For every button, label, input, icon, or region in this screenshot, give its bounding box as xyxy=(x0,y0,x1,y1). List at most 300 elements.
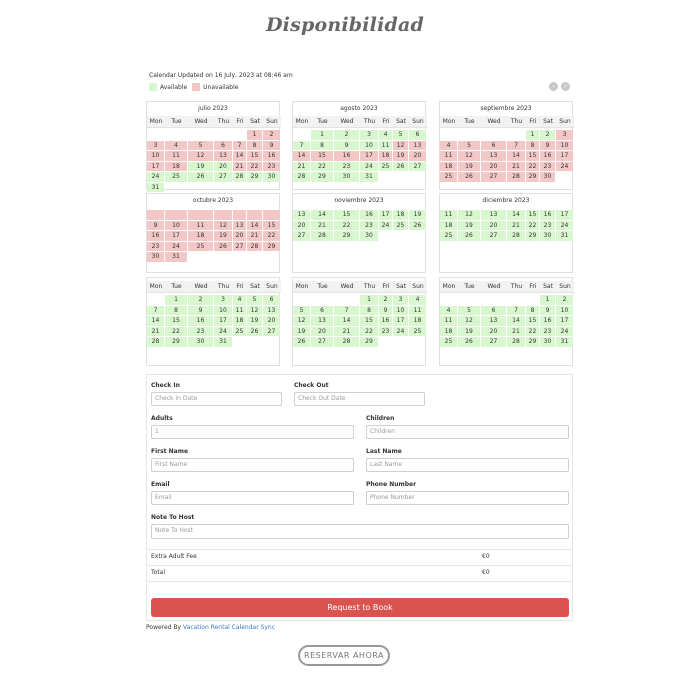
day-unavailable[interactable]: 23 xyxy=(147,242,164,252)
check-in-input[interactable]: Check In Date xyxy=(151,392,282,406)
day-available[interactable]: 13 xyxy=(293,210,310,220)
day-available[interactable]: 13 xyxy=(481,210,506,220)
day-available[interactable]: 28 xyxy=(293,172,310,182)
week-row xyxy=(147,162,279,173)
day-available[interactable]: 18 xyxy=(440,327,457,337)
day-available[interactable]: 26 xyxy=(409,221,426,231)
day-available[interactable]: 29 xyxy=(526,337,539,347)
day-available[interactable]: 23 xyxy=(334,162,359,172)
day-available[interactable]: 3 xyxy=(393,295,408,305)
day-unavailable[interactable]: 12 xyxy=(188,151,213,161)
day-available[interactable]: 26 xyxy=(293,337,310,347)
day-unavailable[interactable]: 17 xyxy=(360,151,378,161)
day-available[interactable]: 29 xyxy=(334,231,359,241)
day-available[interactable]: 13 xyxy=(311,316,333,326)
day-available[interactable]: 23 xyxy=(540,327,555,337)
day-available[interactable]: 2 xyxy=(379,295,392,305)
day-available[interactable]: 14 xyxy=(507,316,525,326)
calendar-updated-text: Calendar Updated on 16 July, 2023 at 08:46 am xyxy=(149,72,293,79)
day-available[interactable]: 15 xyxy=(334,210,359,220)
day-unavailable[interactable] xyxy=(263,210,280,220)
day-available[interactable]: 6 xyxy=(311,306,333,316)
day-available[interactable]: 12 xyxy=(247,306,262,316)
day-available[interactable]: 29 xyxy=(526,231,539,241)
day-available[interactable]: 31 xyxy=(147,183,164,193)
day-unavailable[interactable]: 19 xyxy=(458,162,480,172)
day-available[interactable]: 30 xyxy=(540,231,555,241)
day-unavailable[interactable]: 11 xyxy=(188,221,213,231)
day-unavailable[interactable]: 7 xyxy=(507,141,525,151)
day-available[interactable]: 19 xyxy=(458,221,480,231)
day-unavailable[interactable]: 12 xyxy=(214,221,232,231)
day-unavailable[interactable] xyxy=(214,210,232,220)
week-row xyxy=(293,337,425,348)
day-available[interactable]: 17 xyxy=(556,210,573,220)
day-available[interactable]: 9 xyxy=(188,306,213,316)
day-unavailable[interactable]: 17 xyxy=(556,151,573,161)
day-available[interactable]: 27 xyxy=(481,337,506,347)
day-available[interactable]: 29 xyxy=(165,337,187,347)
week-row xyxy=(440,151,572,162)
day-available[interactable]: 8 xyxy=(311,141,333,151)
extra-adult-fee-label: Extra Adult Fee xyxy=(151,553,197,560)
day-unavailable[interactable]: 11 xyxy=(440,151,457,161)
day-available[interactable]: 17 xyxy=(214,316,232,326)
day-available[interactable]: 27 xyxy=(263,327,280,337)
day-unavailable[interactable]: 9 xyxy=(540,141,555,151)
day-available[interactable]: 12 xyxy=(458,210,480,220)
day-unavailable[interactable]: 10 xyxy=(165,221,187,231)
day-available[interactable]: 12 xyxy=(458,316,480,326)
day-unavailable[interactable]: 13 xyxy=(233,221,246,231)
day-available[interactable]: 10 xyxy=(214,306,232,316)
day-available[interactable]: 25 xyxy=(379,162,392,172)
day-unavailable[interactable]: 18 xyxy=(165,162,187,172)
day-unavailable[interactable]: 18 xyxy=(188,231,213,241)
day-available[interactable]: 24 xyxy=(147,172,164,182)
day-available[interactable]: 9 xyxy=(540,306,555,316)
day-available[interactable]: 2 xyxy=(188,295,213,305)
day-empty xyxy=(507,130,525,140)
day-available[interactable]: 24 xyxy=(556,327,573,337)
day-unavailable[interactable]: 5 xyxy=(458,141,480,151)
day-available[interactable]: 16 xyxy=(360,210,378,220)
day-available[interactable]: 15 xyxy=(165,316,187,326)
day-unavailable[interactable]: 16 xyxy=(147,231,164,241)
day-unavailable[interactable]: 20 xyxy=(233,231,246,241)
day-unavailable[interactable]: 28 xyxy=(507,172,525,182)
day-available[interactable]: 14 xyxy=(311,210,333,220)
month-calendar xyxy=(146,101,280,190)
day-unavailable[interactable]: 14 xyxy=(233,151,246,161)
week-row xyxy=(147,221,279,232)
day-unavailable[interactable]: 11 xyxy=(165,151,187,161)
day-available[interactable]: 26 xyxy=(247,327,262,337)
powered-by-link[interactable]: Vacation Rental Calendar Sync xyxy=(183,624,276,631)
day-unavailable[interactable]: 9 xyxy=(263,141,280,151)
day-unavailable[interactable]: 14 xyxy=(507,151,525,161)
day-available[interactable]: 1 xyxy=(311,130,333,140)
day-available[interactable]: 8 xyxy=(360,306,378,316)
day-available[interactable]: 21 xyxy=(334,327,359,337)
day-unavailable[interactable]: 9 xyxy=(147,221,164,231)
first-name-input[interactable]: First Name xyxy=(151,458,354,472)
weekday-header xyxy=(440,116,572,128)
day-available[interactable]: 17 xyxy=(393,316,408,326)
day-available[interactable]: 24 xyxy=(360,162,378,172)
day-available[interactable]: 23 xyxy=(379,327,392,337)
day-available[interactable]: 17 xyxy=(379,210,392,220)
day-available[interactable]: 25 xyxy=(440,337,457,347)
day-available[interactable]: 22 xyxy=(526,221,539,231)
day-unavailable[interactable]: 1 xyxy=(247,130,262,140)
day-available[interactable]: 25 xyxy=(409,327,426,337)
day-available[interactable]: 22 xyxy=(311,162,333,172)
day-unavailable[interactable]: 17 xyxy=(165,231,187,241)
day-available[interactable]: 6 xyxy=(409,130,426,140)
day-unavailable[interactable]: 13 xyxy=(409,141,426,151)
day-unavailable[interactable]: 20 xyxy=(409,151,426,161)
day-available[interactable]: 2 xyxy=(556,295,573,305)
reservar-ahora-button[interactable]: RESERVAR AHORA xyxy=(298,645,390,666)
day-available[interactable]: 29 xyxy=(247,172,262,182)
day-unavailable[interactable]: 22 xyxy=(526,162,539,172)
day-unavailable[interactable] xyxy=(233,210,246,220)
day-available[interactable]: 4 xyxy=(409,295,426,305)
day-available[interactable]: 28 xyxy=(507,231,525,241)
last-name-input[interactable]: Last Name xyxy=(366,458,569,472)
day-available[interactable]: 2 xyxy=(334,130,359,140)
day-available[interactable]: 21 xyxy=(147,327,164,337)
day-unavailable[interactable]: 16 xyxy=(540,151,555,161)
day-available[interactable]: 27 xyxy=(214,172,232,182)
day-available[interactable]: 19 xyxy=(293,327,310,337)
weekday-label: Wed xyxy=(188,281,214,293)
day-available[interactable]: 1 xyxy=(165,295,187,305)
day-available[interactable]: 13 xyxy=(263,306,280,316)
day-available[interactable]: 5 xyxy=(458,306,480,316)
day-available[interactable]: 2 xyxy=(540,130,555,140)
day-available[interactable]: 9 xyxy=(379,306,392,316)
day-available[interactable]: 11 xyxy=(440,210,457,220)
day-available[interactable]: 11 xyxy=(409,306,426,316)
adults-input[interactable]: 1 xyxy=(151,425,354,439)
day-unavailable[interactable]: 18 xyxy=(379,151,392,161)
day-available[interactable]: 28 xyxy=(147,337,164,347)
day-available[interactable]: 19 xyxy=(188,162,213,172)
day-available[interactable]: 27 xyxy=(311,337,333,347)
day-unavailable[interactable]: 27 xyxy=(233,242,246,252)
day-unavailable[interactable]: 26 xyxy=(458,172,480,182)
day-available[interactable]: 23 xyxy=(540,221,555,231)
day-unavailable[interactable]: 28 xyxy=(247,242,262,252)
day-available[interactable]: 30 xyxy=(360,231,378,241)
day-unavailable[interactable]: 20 xyxy=(481,162,506,172)
day-unavailable[interactable]: 30 xyxy=(540,172,555,182)
day-available[interactable]: 19 xyxy=(409,210,426,220)
day-available[interactable]: 26 xyxy=(393,162,408,172)
day-available[interactable]: 7 xyxy=(507,306,525,316)
day-empty xyxy=(334,295,359,305)
day-unavailable[interactable]: 12 xyxy=(458,151,480,161)
day-available[interactable]: 1 xyxy=(360,295,378,305)
day-available[interactable]: 18 xyxy=(409,316,426,326)
day-available[interactable]: 5 xyxy=(393,130,408,140)
week-row xyxy=(147,252,279,263)
day-available[interactable]: 10 xyxy=(360,141,378,151)
day-empty xyxy=(188,252,213,262)
day-available[interactable]: 24 xyxy=(214,327,232,337)
day-available[interactable]: 22 xyxy=(165,327,187,337)
day-unavailable[interactable]: 3 xyxy=(556,130,573,140)
day-available[interactable]: 27 xyxy=(293,231,310,241)
day-unavailable[interactable]: 25 xyxy=(188,242,213,252)
day-unavailable[interactable]: 21 xyxy=(233,162,246,172)
day-available[interactable]: 31 xyxy=(556,231,573,241)
day-unavailable[interactable]: 8 xyxy=(247,141,262,151)
day-available[interactable]: 14 xyxy=(507,210,525,220)
day-available[interactable]: 29 xyxy=(311,172,333,182)
day-unavailable[interactable]: 22 xyxy=(247,162,262,172)
day-available[interactable]: 28 xyxy=(334,337,359,347)
day-unavailable[interactable]: 29 xyxy=(263,242,280,252)
day-available[interactable]: 21 xyxy=(507,221,525,231)
day-available[interactable]: 14 xyxy=(147,316,164,326)
day-available[interactable]: 16 xyxy=(540,210,555,220)
day-available[interactable]: 15 xyxy=(360,316,378,326)
email-input[interactable]: Email xyxy=(151,491,354,505)
day-unavailable[interactable] xyxy=(147,210,164,220)
day-available[interactable]: 20 xyxy=(263,316,280,326)
day-available[interactable]: 27 xyxy=(409,162,426,172)
day-unavailable[interactable]: 23 xyxy=(540,162,555,172)
day-available[interactable]: 8 xyxy=(165,306,187,316)
day-available[interactable]: 30 xyxy=(188,337,213,347)
day-available[interactable]: 26 xyxy=(458,231,480,241)
day-unavailable[interactable]: 15 xyxy=(526,151,539,161)
day-available[interactable]: 16 xyxy=(188,316,213,326)
note-textarea[interactable]: Note To Host xyxy=(151,524,569,539)
day-available[interactable]: 6 xyxy=(481,306,506,316)
day-empty xyxy=(233,183,246,193)
day-unavailable[interactable]: 6 xyxy=(481,141,506,151)
weekday-label: Sun xyxy=(263,281,281,293)
day-available[interactable]: 26 xyxy=(458,337,480,347)
last-name-label: Last Name xyxy=(366,448,402,455)
day-unavailable[interactable]: 24 xyxy=(165,242,187,252)
day-available[interactable]: 24 xyxy=(556,221,573,231)
weekday-label: Fri xyxy=(379,281,393,293)
day-available[interactable]: 5 xyxy=(293,306,310,316)
day-unavailable[interactable]: 4 xyxy=(165,141,187,151)
day-available[interactable]: 22 xyxy=(360,327,378,337)
day-available[interactable]: 4 xyxy=(440,306,457,316)
day-unavailable[interactable]: 10 xyxy=(147,151,164,161)
day-available[interactable]: 29 xyxy=(360,337,378,347)
week-row xyxy=(147,337,279,348)
day-unavailable[interactable]: 30 xyxy=(147,252,164,262)
day-unavailable[interactable]: 26 xyxy=(214,242,232,252)
day-unavailable[interactable]: 22 xyxy=(263,231,280,241)
day-available[interactable]: 8 xyxy=(526,306,539,316)
day-available[interactable]: 4 xyxy=(379,130,392,140)
day-available[interactable]: 19 xyxy=(247,316,262,326)
day-unavailable[interactable]: 29 xyxy=(526,172,539,182)
day-unavailable[interactable]: 7 xyxy=(233,141,246,151)
day-unavailable[interactable]: 13 xyxy=(214,151,232,161)
day-available[interactable]: 20 xyxy=(311,327,333,337)
day-available[interactable]: 20 xyxy=(214,162,232,172)
day-available[interactable]: 24 xyxy=(393,327,408,337)
day-unavailable[interactable]: 13 xyxy=(481,151,506,161)
day-unavailable[interactable] xyxy=(188,210,213,220)
day-available[interactable]: 17 xyxy=(556,316,573,326)
day-unavailable[interactable]: 6 xyxy=(214,141,232,151)
day-available[interactable]: 28 xyxy=(507,337,525,347)
day-available[interactable]: 15 xyxy=(526,316,539,326)
day-unavailable[interactable]: 12 xyxy=(393,141,408,151)
phone-input[interactable]: Phone Number xyxy=(366,491,569,505)
day-unavailable[interactable]: 21 xyxy=(247,231,262,241)
day-available[interactable]: 13 xyxy=(481,316,506,326)
day-available[interactable]: 22 xyxy=(526,327,539,337)
day-available[interactable]: 28 xyxy=(233,172,246,182)
day-available[interactable]: 31 xyxy=(360,172,378,182)
day-unavailable[interactable]: 19 xyxy=(393,151,408,161)
day-available[interactable]: 27 xyxy=(481,231,506,241)
day-unavailable[interactable]: 8 xyxy=(526,141,539,151)
day-available[interactable]: 26 xyxy=(188,172,213,182)
check-out-input[interactable]: Check Out Date xyxy=(294,392,425,406)
day-empty xyxy=(247,183,262,193)
day-available[interactable]: 23 xyxy=(188,327,213,337)
day-available[interactable]: 25 xyxy=(233,327,246,337)
day-unavailable[interactable]: 27 xyxy=(481,172,506,182)
day-available[interactable]: 20 xyxy=(293,221,310,231)
day-available[interactable]: 24 xyxy=(379,221,392,231)
week-row xyxy=(293,295,425,306)
day-unavailable[interactable] xyxy=(247,210,262,220)
day-available[interactable]: 10 xyxy=(393,306,408,316)
day-unavailable[interactable]: 18 xyxy=(440,162,457,172)
day-available[interactable]: 9 xyxy=(334,141,359,151)
day-available[interactable]: 21 xyxy=(507,327,525,337)
day-available[interactable]: 30 xyxy=(334,172,359,182)
day-available[interactable]: 25 xyxy=(165,172,187,182)
day-unavailable[interactable]: 17 xyxy=(147,162,164,172)
request-to-book-button[interactable]: Request to Book xyxy=(151,598,569,617)
day-available[interactable]: 20 xyxy=(481,327,506,337)
day-unavailable[interactable]: 21 xyxy=(507,162,525,172)
day-unavailable[interactable]: 23 xyxy=(263,162,280,172)
day-available[interactable]: 14 xyxy=(334,316,359,326)
day-available[interactable]: 16 xyxy=(540,316,555,326)
day-available[interactable]: 1 xyxy=(526,130,539,140)
day-unavailable[interactable]: 3 xyxy=(147,141,164,151)
day-unavailable[interactable]: 2 xyxy=(263,130,280,140)
day-available[interactable]: 30 xyxy=(263,172,280,182)
day-unavailable[interactable]: 15 xyxy=(263,221,280,231)
next-month-icon[interactable]: › xyxy=(561,82,570,91)
day-unavailable[interactable]: 10 xyxy=(556,141,573,151)
day-empty xyxy=(233,130,246,140)
day-available[interactable]: 11 xyxy=(379,141,392,151)
day-available[interactable]: 21 xyxy=(293,162,310,172)
day-available[interactable]: 7 xyxy=(334,306,359,316)
day-available[interactable]: 28 xyxy=(311,231,333,241)
total-value: €0 xyxy=(482,569,490,576)
check-out-label: Check Out xyxy=(294,382,329,389)
day-unavailable[interactable] xyxy=(165,210,187,220)
day-empty xyxy=(263,183,280,193)
day-available[interactable]: 7 xyxy=(147,306,164,316)
day-available[interactable]: 18 xyxy=(233,316,246,326)
day-available[interactable]: 15 xyxy=(526,210,539,220)
week-row xyxy=(147,306,279,317)
day-available[interactable]: 3 xyxy=(214,295,232,305)
day-available[interactable]: 3 xyxy=(360,130,378,140)
day-unavailable[interactable]: 15 xyxy=(247,151,262,161)
day-unavailable[interactable]: 25 xyxy=(440,172,457,182)
day-empty xyxy=(247,337,262,347)
prev-month-icon[interactable]: ‹ xyxy=(549,82,558,91)
day-empty xyxy=(165,130,187,140)
day-available[interactable]: 5 xyxy=(247,295,262,305)
day-empty xyxy=(214,183,232,193)
day-unavailable[interactable]: 14 xyxy=(247,221,262,231)
day-available[interactable]: 20 xyxy=(481,221,506,231)
children-input[interactable]: Children xyxy=(366,425,569,439)
day-available[interactable]: 12 xyxy=(293,316,310,326)
day-available[interactable]: 22 xyxy=(334,221,359,231)
day-unavailable[interactable]: 14 xyxy=(293,151,310,161)
day-empty xyxy=(507,295,525,305)
week-row xyxy=(147,210,279,221)
weekday-label: Wed xyxy=(188,116,214,128)
day-available[interactable]: 31 xyxy=(214,337,232,347)
day-unavailable[interactable]: 24 xyxy=(556,162,573,172)
day-unavailable[interactable]: 16 xyxy=(334,151,359,161)
day-unavailable[interactable]: 4 xyxy=(440,141,457,151)
day-available[interactable]: 23 xyxy=(360,221,378,231)
day-available[interactable]: 6 xyxy=(263,295,280,305)
day-available[interactable]: 11 xyxy=(233,306,246,316)
day-available[interactable]: 16 xyxy=(379,316,392,326)
day-empty xyxy=(409,172,426,182)
day-unavailable[interactable]: 31 xyxy=(165,252,187,262)
day-available[interactable]: 25 xyxy=(440,231,457,241)
day-unavailable[interactable]: 19 xyxy=(214,231,232,241)
day-available[interactable]: 18 xyxy=(393,210,408,220)
day-available[interactable]: 10 xyxy=(556,306,573,316)
day-unavailable[interactable]: 16 xyxy=(263,151,280,161)
day-available[interactable]: 11 xyxy=(440,316,457,326)
day-unavailable[interactable]: 5 xyxy=(188,141,213,151)
weekday-header xyxy=(293,116,425,128)
day-available[interactable]: 21 xyxy=(311,221,333,231)
day-available[interactable]: 1 xyxy=(540,295,555,305)
day-available[interactable]: 7 xyxy=(293,141,310,151)
day-unavailable[interactable]: 15 xyxy=(311,151,333,161)
weekday-label: Wed xyxy=(334,281,360,293)
day-available[interactable]: 19 xyxy=(458,327,480,337)
day-available[interactable]: 4 xyxy=(233,295,246,305)
day-available[interactable]: 30 xyxy=(540,337,555,347)
day-available[interactable]: 18 xyxy=(440,221,457,231)
phone-label: Phone Number xyxy=(366,481,417,488)
day-available[interactable]: 31 xyxy=(556,337,573,347)
day-available[interactable]: 25 xyxy=(393,221,408,231)
